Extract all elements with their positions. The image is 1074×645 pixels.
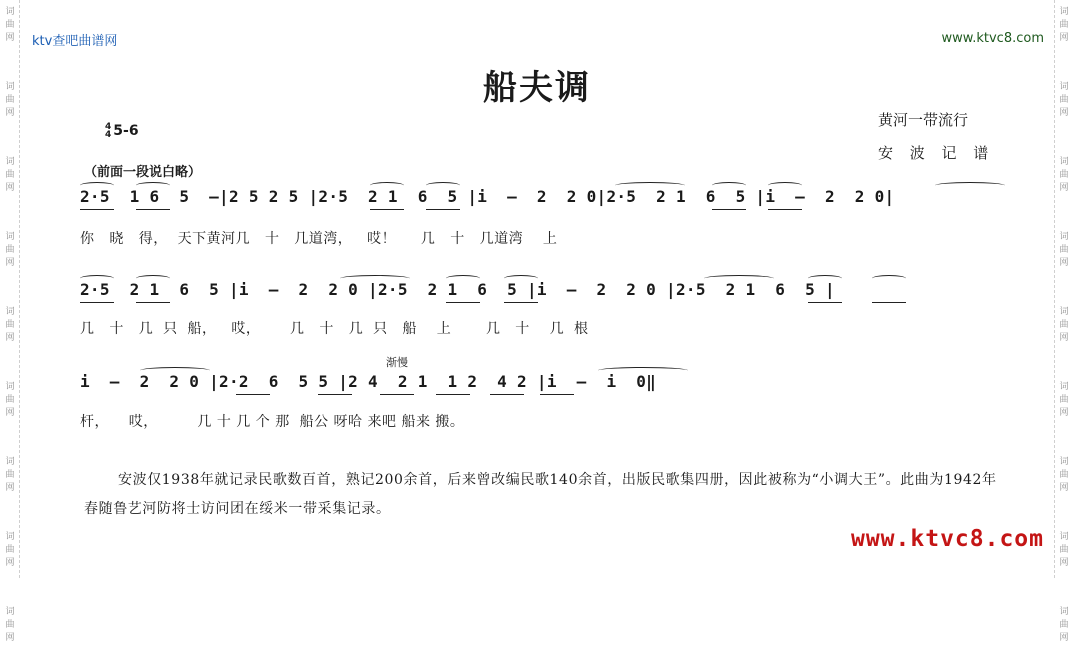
side-glyph: 曲 xyxy=(5,620,15,630)
side-glyph-group xyxy=(1059,306,1068,345)
slur-mark xyxy=(136,275,170,282)
song-title: 船夫调 xyxy=(483,68,591,108)
slur-mark xyxy=(340,275,410,282)
side-glyph: 网 xyxy=(1059,633,1069,643)
side-glyph: 曲 xyxy=(5,20,15,30)
slur-mark xyxy=(426,182,460,189)
side-glyph: 词 xyxy=(1059,232,1069,242)
side-glyph: 词 xyxy=(1059,82,1069,92)
description-paragraph: 安波仅1938年就记录民歌数百首，熟记200余首，后来曾改编民歌140余首，出版民歌集四册，因此被称为“小调大王”。此曲为1942年春随鲁艺河防将士访问团在绥米一带采集记录。 xyxy=(84,472,997,517)
beam-underline xyxy=(318,394,352,395)
side-glyph: 曲 xyxy=(1059,170,1069,180)
side-glyph: 词 xyxy=(1059,457,1069,467)
side-glyph: 词 xyxy=(1059,307,1069,317)
side-glyph: 曲 xyxy=(5,95,15,105)
beam-underline xyxy=(80,302,114,303)
side-glyph: 网 xyxy=(5,258,15,268)
side-glyph: 网 xyxy=(1059,258,1069,268)
side-glyph: 网 xyxy=(5,408,15,418)
side-glyph: 词 xyxy=(5,232,15,242)
side-glyph: 曲 xyxy=(1059,95,1069,105)
side-glyph-group xyxy=(5,531,14,570)
side-glyph: 网 xyxy=(5,483,15,493)
side-glyph-group xyxy=(5,456,14,495)
beam-underline xyxy=(540,394,574,395)
intro-note: （前面一段说白略） xyxy=(84,165,202,180)
side-glyph: 曲 xyxy=(1059,245,1069,255)
side-glyph: 网 xyxy=(1059,108,1069,118)
slur-mark xyxy=(598,367,688,374)
slur-mark xyxy=(872,275,906,282)
side-glyph: 词 xyxy=(5,457,15,467)
side-glyph-group xyxy=(1059,381,1068,420)
side-glyph: 曲 xyxy=(5,320,15,330)
side-glyph-group xyxy=(5,156,14,195)
side-glyph: 网 xyxy=(5,333,15,343)
side-glyph: 网 xyxy=(1059,183,1069,193)
beam-underline xyxy=(872,302,906,303)
side-glyph: 网 xyxy=(1059,333,1069,343)
slur-mark xyxy=(712,182,746,189)
slur-mark xyxy=(140,367,210,374)
lyrics-line-2: 几 十 几 只 船， 哎， 几 十 几 只 船 上 几 十 几 根 xyxy=(80,321,589,337)
side-glyph: 曲 xyxy=(5,470,15,480)
side-glyph: 词 xyxy=(1059,7,1069,17)
side-glyph-group xyxy=(1059,531,1068,570)
side-glyph: 曲 xyxy=(1059,320,1069,330)
side-glyph-group xyxy=(5,231,14,270)
key-signature xyxy=(105,123,139,139)
tempo-mark: 渐慢 xyxy=(386,356,408,369)
beam-underline xyxy=(136,209,170,210)
beam-underline xyxy=(370,209,404,210)
slur-mark xyxy=(935,182,1005,189)
beam-underline xyxy=(504,302,538,303)
side-glyph: 曲 xyxy=(1059,470,1069,480)
side-glyph-group xyxy=(1059,606,1068,645)
side-glyph: 曲 xyxy=(5,170,15,180)
slur-mark xyxy=(615,182,685,189)
slur-mark xyxy=(446,275,480,282)
side-glyph: 曲 xyxy=(1059,395,1069,405)
slur-mark xyxy=(80,182,114,189)
beam-underline xyxy=(490,394,524,395)
beam-underline xyxy=(136,302,170,303)
beam-underline xyxy=(426,209,460,210)
score-line-3: i – 2 2 0 |2·2 6 5 5 |2 4 2 1 1 2 4 2 |i – i 0‖ xyxy=(80,372,657,391)
side-glyph: 曲 xyxy=(5,395,15,405)
beam-underline xyxy=(446,302,480,303)
side-glyph: 网 xyxy=(1059,408,1069,418)
key-notes: 5-6 xyxy=(113,123,139,139)
side-glyph: 词 xyxy=(1059,382,1069,392)
beam-underline xyxy=(236,394,270,395)
beam-underline xyxy=(808,302,842,303)
slur-mark xyxy=(136,182,170,189)
score-line-1: 2·5 1 6 5 –|2 5 2 5 |2·5 2 1 6 5 |i – 2 2 0|2·5 2 1 6 5 |i – 2 2 0| xyxy=(80,187,895,206)
side-glyph-group xyxy=(1059,456,1068,495)
time-signature: 4 4 xyxy=(105,122,112,140)
side-glyph-group xyxy=(1059,6,1068,45)
side-glyph: 曲 xyxy=(1059,545,1069,555)
side-glyph: 词 xyxy=(1059,157,1069,167)
side-glyph: 网 xyxy=(1059,33,1069,43)
side-glyph: 词 xyxy=(1059,607,1069,617)
side-glyph-group xyxy=(5,606,14,645)
side-glyph: 词 xyxy=(5,157,15,167)
side-glyph-group xyxy=(5,6,14,45)
side-glyph: 词 xyxy=(5,607,15,617)
side-glyph: 曲 xyxy=(5,245,15,255)
side-glyph-group xyxy=(5,306,14,345)
side-glyph-group xyxy=(1059,156,1068,195)
beam-underline xyxy=(436,394,470,395)
beam-underline xyxy=(712,209,746,210)
side-glyph: 词 xyxy=(5,7,15,17)
side-glyph: 网 xyxy=(1059,483,1069,493)
side-glyph: 曲 xyxy=(5,545,15,555)
side-glyph: 词 xyxy=(5,382,15,392)
beam-underline xyxy=(768,209,802,210)
side-glyph: 词 xyxy=(1059,532,1069,542)
lyrics-line-1: 你 晓 得， 天下黄河几 十 几道湾， 哎！ 几 十 几道湾 上 xyxy=(80,231,558,247)
slur-mark xyxy=(704,275,774,282)
beam-underline xyxy=(380,394,414,395)
side-glyph: 词 xyxy=(5,82,15,92)
site-name-left[interactable]: ktv查吧曲谱网 xyxy=(32,34,118,49)
slur-mark xyxy=(370,182,404,189)
site-url-right[interactable]: www.ktvc8.com xyxy=(941,31,1044,46)
side-glyph: 网 xyxy=(5,108,15,118)
side-glyph: 曲 xyxy=(1059,20,1069,30)
side-glyph: 网 xyxy=(5,33,15,43)
side-glyph-group xyxy=(5,381,14,420)
slur-mark xyxy=(80,275,114,282)
song-region: 黄河一带流行 xyxy=(878,111,969,129)
watermark-url: www.ktvc8.com xyxy=(850,526,1044,552)
side-glyph: 网 xyxy=(5,183,15,193)
slur-mark xyxy=(808,275,842,282)
lyrics-line-3: 杆， 哎， 几 十 几 个 那 船公 呀哈 来吧 船来 搬。 xyxy=(80,414,465,430)
slur-mark xyxy=(504,275,538,282)
side-glyph: 词 xyxy=(5,532,15,542)
score-line-2: 2·5 2 1 6 5 |i – 2 2 0 |2·5 2 1 6 5 |i – 2 2 0 |2·5 2 1 6 5 | xyxy=(80,280,835,299)
side-glyph: 网 xyxy=(5,558,15,568)
slur-mark xyxy=(768,182,802,189)
side-glyph: 曲 xyxy=(1059,620,1069,630)
beam-underline xyxy=(80,209,114,210)
side-glyph: 网 xyxy=(1059,558,1069,568)
side-glyph-group xyxy=(1059,231,1068,270)
side-glyph: 词 xyxy=(5,307,15,317)
side-glyph: 网 xyxy=(5,633,15,643)
song-notation-credit: 安 波 记 谱 xyxy=(878,144,995,162)
